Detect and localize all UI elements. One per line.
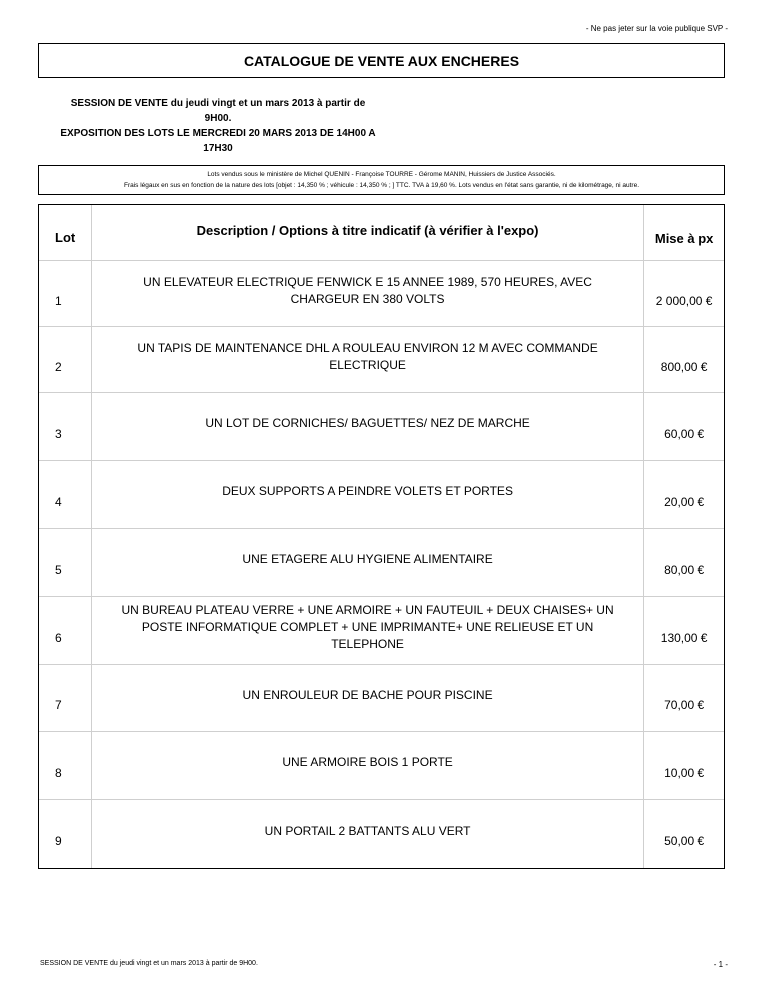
lot-number: 2 <box>55 359 62 374</box>
legal-line: Frais légaux en sus en fonction de la nature des lots [objet : 14,350 % ; véhicule : 14,350 % ; ] TTC. TVA à 19,60 %. Lots vendus en l'état sans garantie, ni de kilométrage, ni autre. <box>123 182 640 189</box>
table-row <box>39 732 724 800</box>
lot-price: 2 000,00 € <box>655 293 713 308</box>
footer-session: SESSION DE VENTE du jeudi vingt et un mars 2013 à partir de 9H00. <box>40 960 258 967</box>
exposition-line: EXPOSITION DES LOTS LE MERCREDI 20 MARS 2013 DE 14H00 A <box>60 128 376 139</box>
catalogue-title: CATALOGUE DE VENTE AUX ENCHERES <box>38 43 725 78</box>
legal-notice <box>38 165 725 195</box>
lot-price: 60,00 € <box>664 426 705 441</box>
lot-description: UN ELEVATEUR ELECTRIQUE FENWICK E 15 ANNEE 1989, 570 HEURES, AVEC CHARGEUR EN 380 VOLTS <box>91 261 644 326</box>
table-header-row <box>39 205 724 261</box>
lot-price: 130,00 € <box>660 630 708 645</box>
exposition-line: 17H30 <box>203 143 233 154</box>
header-description: Description / Options à titre indicatif (à vérifier à l'expo) <box>91 205 644 260</box>
lot-description: UNE ARMOIRE BOIS 1 PORTE <box>91 732 644 799</box>
lots-table <box>38 204 725 869</box>
lot-number: 8 <box>55 765 62 780</box>
lot-number: 9 <box>55 834 62 848</box>
lot-number: 5 <box>55 562 62 577</box>
table-row <box>39 665 724 732</box>
lot-number: 1 <box>55 293 62 308</box>
table-row <box>39 327 724 393</box>
header-price: Mise à px <box>654 231 714 246</box>
lot-description: UN TAPIS DE MAINTENANCE DHL A ROULEAU ENVIRON 12 M AVEC COMMANDE ELECTRIQUE <box>91 327 644 392</box>
page-number: - 1 - <box>713 960 728 969</box>
lot-price: 80,00 € <box>664 562 705 577</box>
lot-price: 10,00 € <box>664 765 705 780</box>
top-note: - Ne pas jeter sur la voie publique SVP - <box>585 24 728 33</box>
lot-number: 3 <box>55 426 62 441</box>
session-info <box>38 96 398 156</box>
table-row <box>39 800 724 868</box>
lot-number: 6 <box>55 630 62 645</box>
table-row <box>39 529 724 597</box>
table-row <box>39 393 724 461</box>
lot-price: 50,00 € <box>664 834 705 848</box>
lot-number: 4 <box>55 494 62 509</box>
lot-price: 800,00 € <box>660 359 708 374</box>
lot-number: 7 <box>55 698 62 712</box>
lot-price: 70,00 € <box>664 698 705 712</box>
header-lot: Lot <box>55 230 76 245</box>
lot-description: UNE ETAGERE ALU HYGIENE ALIMENTAIRE <box>91 529 644 596</box>
table-row <box>39 261 724 327</box>
lot-description: DEUX SUPPORTS A PEINDRE VOLETS ET PORTES <box>91 461 644 528</box>
lot-description: UN LOT DE CORNICHES/ BAGUETTES/ NEZ DE MARCHE <box>91 393 644 460</box>
legal-line: Lots vendus sous le ministère de Michel QUENIN - Françoise TOURRE - Gérome MANIN, Huissiers de Justice Associés. <box>207 171 556 178</box>
lot-description: UN PORTAIL 2 BATTANTS ALU VERT <box>91 800 644 868</box>
session-line: 9H00. <box>204 113 232 124</box>
table-row <box>39 461 724 529</box>
lot-description: UN BUREAU PLATEAU VERRE + UNE ARMOIRE + UN FAUTEUIL + DEUX CHAISES+ UN POSTE INFORMATIQUE COMPLET + UNE IMPRIMANTE+ UNE RELIEUSE ET UN TELEPHONE <box>91 597 644 664</box>
lot-description: UN ENROULEUR DE BACHE POUR PISCINE <box>91 665 644 731</box>
session-line: SESSION DE VENTE du jeudi vingt et un mars 2013 à partir de <box>70 98 366 109</box>
table-row <box>39 597 724 665</box>
lot-price: 20,00 € <box>664 494 705 509</box>
